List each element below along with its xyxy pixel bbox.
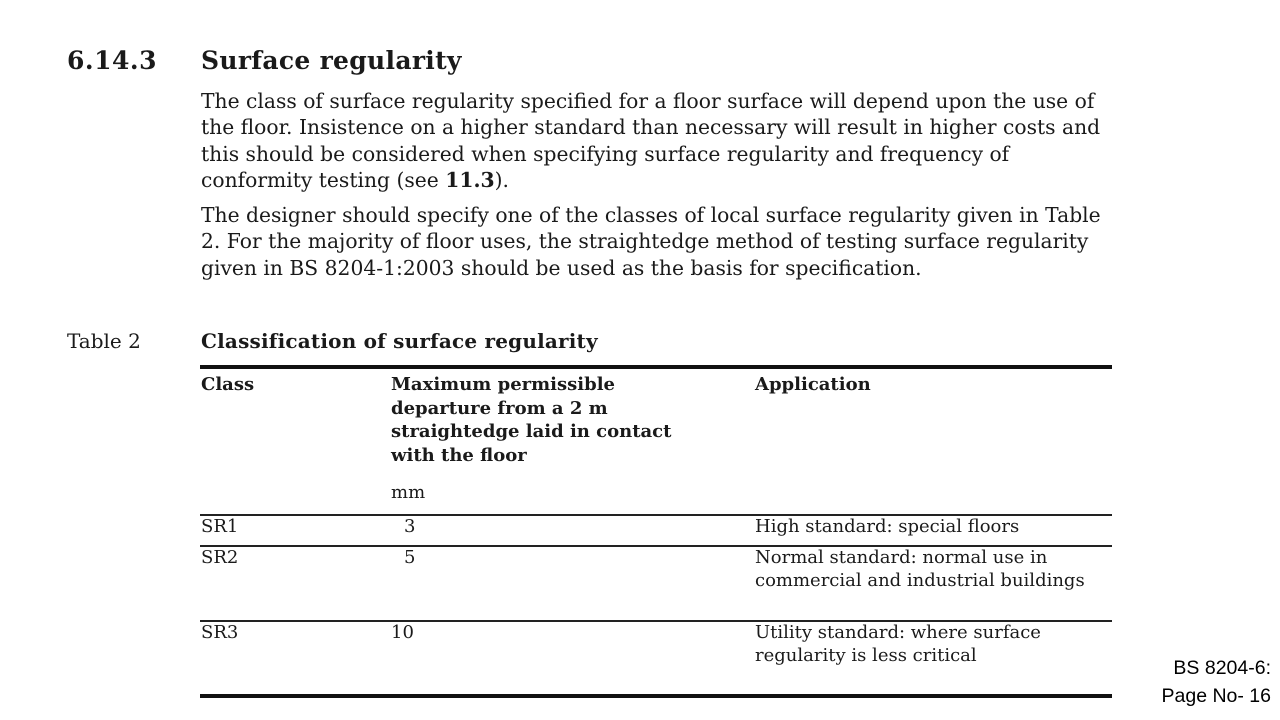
header-departure: Maximum permissible departure from a 2 m straightedge laid in contact with the floor <box>391 374 672 466</box>
row-application: Utility standard: where surface regularity is less critical <box>755 622 1041 666</box>
page-footer <box>1162 654 1272 710</box>
clause-reference: 11.3 <box>445 167 495 192</box>
paragraph-1 <box>201 88 1106 193</box>
footer-page-number: Page No- 16 <box>1161 685 1271 707</box>
row-class: SR1 <box>201 516 239 537</box>
row-value: 5 <box>404 547 416 568</box>
paragraph-1-end: ). <box>494 167 509 192</box>
row-application: Normal standard: normal use in commercial and industrial buildings <box>755 547 1085 591</box>
header-unit: mm <box>391 482 426 503</box>
footer-standard: BS 8204-6: <box>1173 657 1271 679</box>
section-title: Surface regularity <box>201 46 462 75</box>
row-application: High standard: special floors <box>755 516 1020 537</box>
row-value: 3 <box>404 516 416 537</box>
paragraph-2 <box>201 202 1106 281</box>
paragraph-1-text: The class of surface regularity specified for a floor surface will depend upon the use of the floor. Insistence on a higher standard than necessary will result in higher costs and this should be considered when specifying surface regularity and frequency of conformity testing (see <box>201 89 1101 192</box>
table-caption: Classification of surface regularity <box>201 329 598 353</box>
paragraph-2-text: The designer should specify one of the classes of local surface regularity given in Table 2. For the majority of floor uses, the straightedge method of testing surface regularity given in BS 8204-1:2003 should be used as the basis for specification. <box>201 203 1101 280</box>
row-class: SR2 <box>201 547 239 568</box>
section-number: 6.14.3 <box>67 46 157 75</box>
table-label: Table 2 <box>67 329 141 353</box>
header-application: Application <box>755 374 871 395</box>
row-value: 10 <box>391 622 414 643</box>
row-class: SR3 <box>201 622 239 643</box>
header-class: Class <box>201 374 255 395</box>
table-bottom-rule <box>200 694 1112 698</box>
table-top-rule <box>200 365 1112 369</box>
